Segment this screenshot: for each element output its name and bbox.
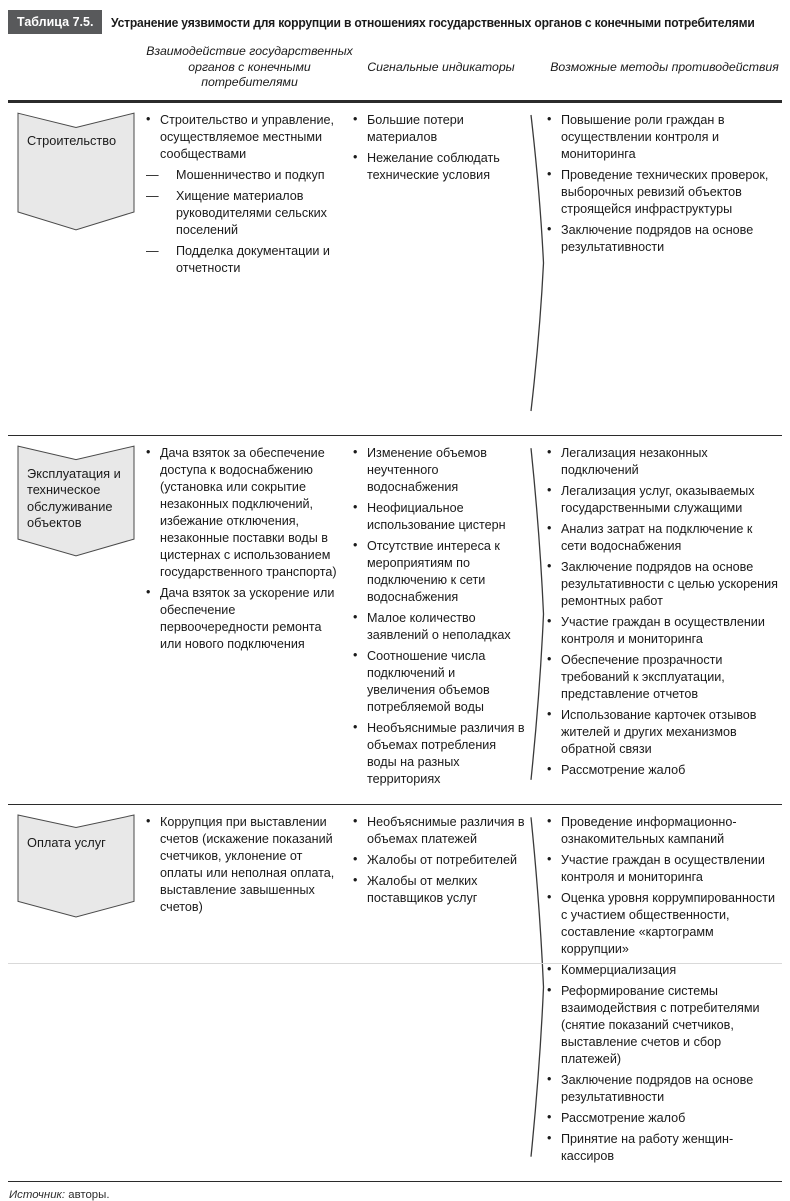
column-header-interactions: Взаимодействие государственных органов с конечными потребителями bbox=[146, 44, 353, 89]
list-item bbox=[353, 500, 525, 534]
list-item-text: Участие граждан в осуществлении контроля и мониторинга bbox=[561, 614, 765, 646]
list-item bbox=[146, 167, 343, 184]
bullet-icon: • bbox=[547, 111, 552, 126]
list-item bbox=[547, 445, 778, 479]
methods-cell bbox=[547, 112, 782, 423]
bullet-icon: • bbox=[547, 889, 552, 904]
bullet-icon: • bbox=[547, 482, 552, 497]
list-item-text: Малое количество заявлений о неполадках bbox=[367, 610, 511, 642]
bullet-icon: • bbox=[353, 609, 358, 624]
list-item-text: Изменение объемов неучтенного водоснабжения bbox=[367, 445, 487, 494]
bullet-icon: • bbox=[146, 813, 151, 828]
list-item-text: Проведение технических проверок, выборочных ревизий объектов строящейся инфраструктуры bbox=[561, 167, 769, 216]
row-label: Оплата услуг bbox=[27, 834, 106, 850]
table-row bbox=[8, 103, 782, 436]
bullet-icon: • bbox=[547, 221, 552, 236]
row-banner bbox=[17, 445, 135, 557]
row-label: Строительство bbox=[27, 132, 117, 148]
bullet-icon: • bbox=[353, 851, 358, 866]
list-item bbox=[146, 188, 343, 239]
bullet-icon: • bbox=[353, 813, 358, 828]
list-item bbox=[353, 112, 525, 146]
list-item bbox=[146, 243, 343, 277]
list-item bbox=[146, 585, 343, 653]
list-item bbox=[547, 1072, 778, 1106]
table-title: Устранение уязвимости для коррупции в отношениях государственных органов с конечными потребителями bbox=[111, 14, 756, 30]
list-item bbox=[547, 112, 778, 163]
methods-list bbox=[547, 112, 778, 256]
bullet-icon: • bbox=[547, 166, 552, 181]
list-item-text: Оценка уровня коррумпированности с участием общественности, составление «картограмм коррупции» bbox=[561, 890, 776, 956]
bullet-icon: • bbox=[547, 961, 552, 976]
list-item bbox=[353, 538, 525, 606]
list-item bbox=[353, 873, 525, 907]
methods-list bbox=[547, 814, 778, 1165]
list-item bbox=[547, 483, 778, 517]
list-item-text: Дача взяток за ускорение или обеспечение первоочередности ремонта или нового подключения bbox=[160, 585, 335, 651]
bullet-icon: • bbox=[547, 813, 552, 828]
row-label-cell bbox=[8, 814, 146, 1169]
list-item bbox=[146, 445, 343, 581]
list-item bbox=[146, 112, 343, 163]
dash-icon: — bbox=[146, 188, 159, 203]
bullet-icon: • bbox=[547, 1109, 552, 1124]
list-item-text: Коррупция при выставлении счетов (искажение показаний счетчиков, уклонение от оплаты или неполная оплата, выставление завышенных счетов) bbox=[160, 814, 335, 914]
bullet-icon: • bbox=[353, 149, 358, 164]
row-banner bbox=[17, 112, 135, 231]
bullet-icon: • bbox=[353, 719, 358, 734]
list-item-text: Повышение роли граждан в осуществлении контроля и мониторинга bbox=[561, 112, 725, 161]
row-banner bbox=[17, 814, 135, 918]
bullet-icon: • bbox=[547, 761, 552, 776]
row-label: Эксплуатация и техническое обслуживание объектов bbox=[27, 465, 121, 530]
interactions-list bbox=[146, 112, 343, 277]
page-bottom-rule bbox=[8, 963, 782, 964]
interactions-list bbox=[146, 445, 343, 653]
bracket-shape bbox=[529, 446, 547, 782]
list-item-text: Большие потери материалов bbox=[367, 112, 464, 144]
indicators-cell bbox=[353, 445, 529, 792]
indicators-cell bbox=[353, 814, 529, 1169]
list-item bbox=[547, 652, 778, 703]
list-item bbox=[547, 521, 778, 555]
bullet-icon: • bbox=[353, 444, 358, 459]
table-number-badge: Таблица 7.5. bbox=[8, 10, 102, 34]
column-header-indicators: Сигнальные индикаторы bbox=[367, 59, 515, 74]
bullet-icon: • bbox=[547, 651, 552, 666]
list-item-text: Хищение материалов руководителями сельских поселений bbox=[176, 188, 327, 237]
methods-cell bbox=[547, 814, 782, 1169]
indicators-list bbox=[353, 112, 525, 184]
source-note bbox=[8, 1189, 782, 1201]
list-item bbox=[547, 890, 778, 958]
column-header-row bbox=[8, 34, 782, 103]
list-item-text: Рассмотрение жалоб bbox=[561, 762, 686, 777]
list-item bbox=[353, 852, 525, 869]
column-header-methods: Возможные методы противодействия bbox=[550, 59, 779, 74]
source-label: Источник: bbox=[9, 1188, 66, 1201]
bullet-icon: • bbox=[353, 647, 358, 662]
list-item bbox=[547, 614, 778, 648]
list-item-text: Рассмотрение жалоб bbox=[561, 1110, 686, 1125]
methods-cell bbox=[547, 445, 782, 792]
list-item-text: Подделка документации и отчетности bbox=[176, 243, 330, 275]
list-item bbox=[353, 814, 525, 848]
list-item bbox=[547, 814, 778, 848]
bullet-icon: • bbox=[547, 851, 552, 866]
dash-icon: — bbox=[146, 243, 159, 258]
list-item-text: Реформирование системы взаимодействия с потребителями (снятие показаний счетчиков, выставление счетов и сбор платежей) bbox=[561, 983, 760, 1066]
list-item-text: Строительство и управление, осуществляемое местными сообществами bbox=[160, 112, 335, 161]
bracket-shape bbox=[529, 113, 547, 413]
methods-bracket bbox=[529, 814, 547, 1169]
table-row bbox=[8, 436, 782, 805]
bullet-icon: • bbox=[547, 520, 552, 535]
list-item-text: Использование карточек отзывов жителей и других механизмов обратной связи bbox=[561, 707, 757, 756]
list-item-text: Легализация услуг, оказываемых государственными служащими bbox=[561, 483, 755, 515]
bullet-icon: • bbox=[547, 706, 552, 721]
list-item-text: Проведение информационно-ознакомительных кампаний bbox=[561, 814, 737, 846]
bullet-icon: • bbox=[146, 111, 151, 126]
list-item bbox=[353, 150, 525, 184]
list-item bbox=[547, 762, 778, 779]
list-item bbox=[353, 648, 525, 716]
list-item bbox=[146, 814, 343, 916]
bullet-icon: • bbox=[353, 111, 358, 126]
list-item-text: Заключение подрядов на основе результативности bbox=[561, 222, 754, 254]
list-item-text: Жалобы от потребителей bbox=[367, 852, 518, 867]
list-item-text: Участие граждан в осуществлении контроля и мониторинга bbox=[561, 852, 765, 884]
list-item bbox=[353, 720, 525, 788]
bullet-icon: • bbox=[547, 982, 552, 997]
bracket-shape bbox=[529, 815, 547, 1159]
bullet-icon: • bbox=[146, 584, 151, 599]
bullet-icon: • bbox=[353, 537, 358, 552]
bullet-icon: • bbox=[547, 1071, 552, 1086]
table-row bbox=[8, 805, 782, 1182]
list-item-text: Необъяснимые различия в объемах платежей bbox=[367, 814, 525, 846]
bullet-icon: • bbox=[353, 499, 358, 514]
methods-bracket bbox=[529, 112, 547, 423]
table-body bbox=[8, 103, 782, 1182]
list-item bbox=[353, 610, 525, 644]
list-item-text: Необъяснимые различия в объемах потребления воды на разных территориях bbox=[367, 720, 525, 786]
list-item-text: Мошенничество и подкуп bbox=[176, 167, 325, 182]
bullet-icon: • bbox=[353, 872, 358, 887]
table-header-bar bbox=[8, 10, 782, 34]
bullet-icon: • bbox=[547, 444, 552, 459]
source-text: авторы. bbox=[68, 1188, 110, 1201]
indicators-list bbox=[353, 814, 525, 907]
list-item-text: Дача взяток за обеспечение доступа к водоснабжению (установка или сокрытие незаконных подключений, избежание отключения, незаконные поставки воды в цистернах с использованием государственного транспорта) bbox=[160, 445, 337, 579]
list-item bbox=[547, 962, 778, 979]
list-item bbox=[547, 167, 778, 218]
list-item bbox=[353, 445, 525, 496]
list-item-text: Заключение подрядов на основе результативности с целью ускорения ремонтных работ bbox=[561, 559, 778, 608]
dash-icon: — bbox=[146, 167, 159, 182]
row-label-cell bbox=[8, 445, 146, 792]
row-label-cell bbox=[8, 112, 146, 423]
list-item-text: Коммерциализация bbox=[561, 962, 677, 977]
interactions-cell bbox=[146, 112, 353, 423]
list-item-text: Обеспечение прозрачности требований к эксплуатации, представление отчетов bbox=[561, 652, 725, 701]
bullet-icon: • bbox=[547, 1130, 552, 1145]
bullet-icon: • bbox=[146, 444, 151, 459]
list-item-text: Соотношение числа подключений и увеличения объемов потребляемой воды bbox=[367, 648, 490, 714]
bullet-icon: • bbox=[547, 558, 552, 573]
list-item-text: Легализация незаконных подключений bbox=[561, 445, 708, 477]
list-item-text: Нежелание соблюдать технические условия bbox=[367, 150, 500, 182]
list-item bbox=[547, 852, 778, 886]
list-item bbox=[547, 707, 778, 758]
list-item bbox=[547, 1110, 778, 1127]
interactions-cell bbox=[146, 814, 353, 1169]
indicators-list bbox=[353, 445, 525, 788]
methods-bracket bbox=[529, 445, 547, 792]
list-item-text: Неофициальное использование цистерн bbox=[367, 500, 506, 532]
list-item-text: Анализ затрат на подключение к сети водоснабжения bbox=[561, 521, 753, 553]
list-item bbox=[547, 559, 778, 610]
interactions-cell bbox=[146, 445, 353, 792]
list-item bbox=[547, 222, 778, 256]
interactions-list bbox=[146, 814, 343, 916]
list-item-text: Отсутствие интереса к мероприятиям по подключению к сети водоснабжения bbox=[367, 538, 500, 604]
methods-list bbox=[547, 445, 778, 779]
list-item bbox=[547, 983, 778, 1068]
list-item-text: Заключение подрядов на основе результативности bbox=[561, 1072, 754, 1104]
bullet-icon: • bbox=[547, 613, 552, 628]
list-item-text: Жалобы от мелких поставщиков услуг bbox=[367, 873, 478, 905]
indicators-cell bbox=[353, 112, 529, 423]
list-item-text: Принятие на работу женщин-кассиров bbox=[561, 1131, 734, 1163]
list-item bbox=[547, 1131, 778, 1165]
